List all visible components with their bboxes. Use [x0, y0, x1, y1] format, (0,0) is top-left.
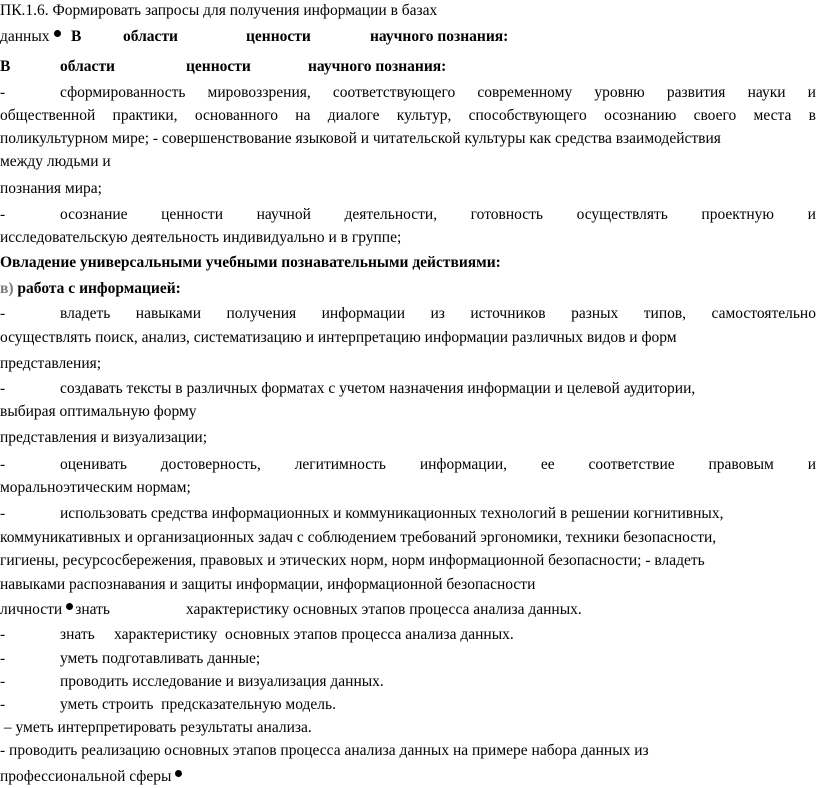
p1-line-5: познания мира;: [0, 180, 102, 197]
p4-line-3: представления и визуализации;: [0, 429, 208, 446]
p1-line-2: общественной практики, основанного на диалоге культур, способствующего осознанию своего места в: [0, 107, 816, 124]
p4-line-2: выбирая оптимальную форму: [0, 403, 197, 420]
final-line-2: профессиональной сферы: [0, 768, 816, 786]
mastery-heading: Овладение универсальными учебными познавательными действиями:: [0, 254, 501, 271]
p2-line-1: - осознание ценности научной деятельности, готовность осуществлять проектную и: [0, 206, 816, 223]
p6-line-4: навыками распознавания и защиты информации, информационной безопасности: [0, 576, 536, 593]
p1-line-3: поликультурном мире; - совершенствование языковой и читательской культуры как средства взаимодействия: [0, 130, 721, 147]
p5-line-1: - оценивать достоверность, легитимность информации, ее соответствие правовым и: [0, 456, 816, 473]
p6-line-3: гигиены, ресурсосбережения, правовых и этических норм, норм информационной безопасности; - владеть: [0, 552, 705, 569]
header-line-2: данных В области ценности научного познания:: [0, 28, 509, 45]
work-heading: в) работа с информацией:: [0, 280, 181, 297]
personality-line: личности знать характеристику основных этапов процесса анализа данных.: [0, 601, 582, 618]
interpret-line: – уметь интерпретировать результаты анализа.: [0, 719, 312, 736]
p1-line-1: - сформированность мировоззрения, соответствующего современному уровню развития науки и: [0, 84, 816, 101]
p5-line-2: моральноэтическим нормам;: [0, 479, 191, 496]
p3-line-2: осуществлять поиск, анализ, систематизацию и интерпретацию информации различных видов и форм: [0, 329, 677, 346]
p2-line-2: исследовательскую деятельность индивидуально и в группе;: [0, 229, 402, 246]
bullet-dot-icon: [66, 603, 73, 610]
header-line-1: ПК.1.6. Формировать запросы для получения информации в базах: [0, 2, 438, 19]
bullet-dot-icon: [54, 30, 61, 37]
p1-line-4: между людьми и: [0, 153, 111, 170]
final-line-1: - проводить реализацию основных этапов процесса анализа данных на примере набора данных из: [0, 742, 649, 759]
p3-line-1: - владеть навыками получения информации из источников разных типов, самостоятельно: [0, 305, 816, 322]
bullet-dot-icon: [175, 770, 182, 777]
p3-line-3: представления;: [0, 355, 102, 372]
p6-line-2: коммуникативных и организационных задач с соблюдением требований эргономики, техники безопасности,: [0, 529, 717, 546]
document-page: ПК.1.6. Формировать запросы для получения информации в базах данных В области ценности научного познания: В области ценности научного познания: - сформированность мировоззрения, соответствующего современному уровню развития науки и общественной практики, основанного на диалоге культур, способствующего осознанию своего места в поликультурном мире; - совершенствование языковой и читательской культуры как средства взаимодействия между людьми и познания мира; - осознание ценности научной деятельности, готовность осуществлять проектную и исследовательскую деятельность индивидуально и в группе; Овладение универсальными учебными познавательными действиями: в) работа с информацией: - владеть навыками получения информации из источников разных типов, самостоятельно осуществлять поиск, анализ, систематизацию и интерпретацию информации различных видов и форм представления; - создавать тексты в различных форматах с учетом назначения информации и целевой аудитории, выбирая оптимальную форму представления и визуализации; - оценивать достоверность, легитимность информации, ее соответствие правовым и моральноэтическим нормам; - использовать средства информационных и коммуникационных технологий в решении когнитивных, коммуникативных и организационных задач с соблюдением требований эргономики, техники безопасности, гигиены, ресурсосбережения, правовых и этических норм, норм информационной безопасности; - владеть навыками распознавания и защиты информации, информационной безопасности личности знать характеристику основных этапов процесса анализа данных. - знать характеристику основных этапов процесса анализа данных. - уметь подготавливать данные; - проводить исследование и визуализация данных. - уметь строить предсказательную модель. – уметь интерпретировать результаты анализа. - проводить реализацию основных этапов процесса анализа данных на примере набора данных из профессиональной сферы: [0, 2, 816, 785]
